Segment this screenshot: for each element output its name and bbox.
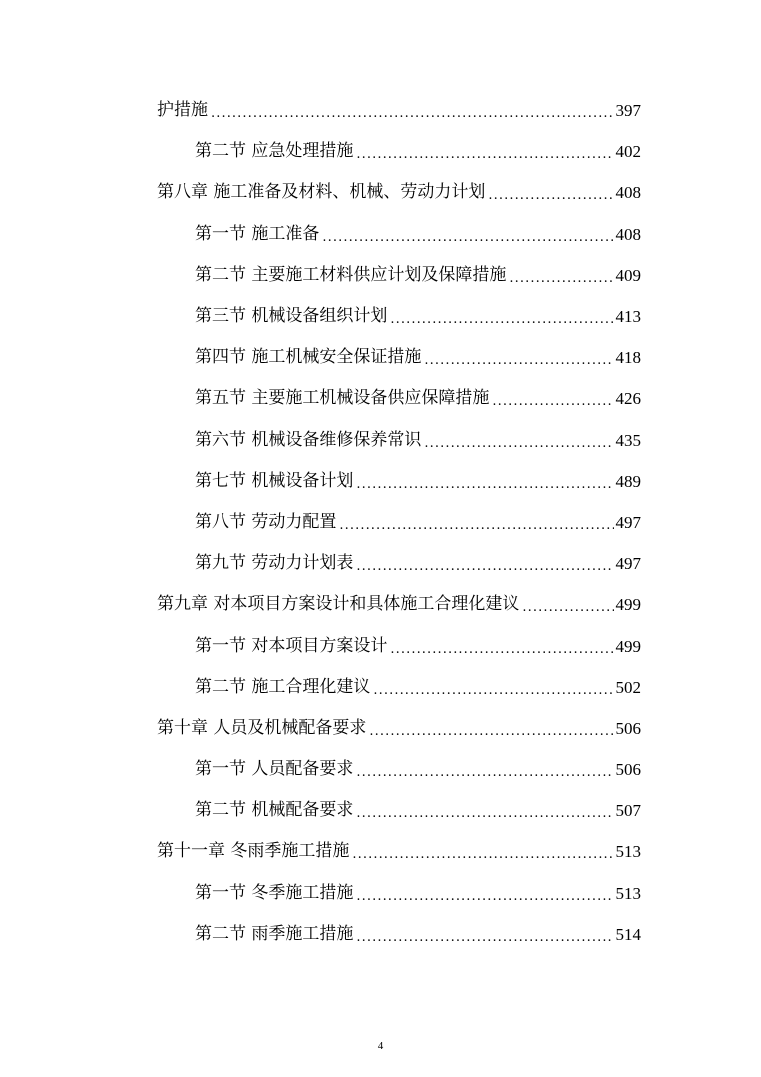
toc-entry-title: 第十章 人员及机械配备要求 [157, 717, 367, 738]
toc-entry-page-number: 497 [615, 512, 641, 532]
toc-entry-page-number: 502 [615, 677, 641, 697]
toc-entry-page-number: 413 [615, 307, 641, 327]
toc-entry-title: 第二节 主要施工材料供应计划及保障措施 [195, 264, 507, 285]
toc-entry[interactable] [157, 543, 641, 584]
toc-entry[interactable] [157, 708, 641, 749]
toc-entry[interactable] [157, 461, 641, 502]
toc-entry-page-number: 408 [615, 224, 641, 244]
toc-dot-leader [322, 231, 613, 244]
toc-entry-title: 第九节 劳动力计划表 [195, 553, 354, 574]
toc-dot-leader [369, 725, 613, 738]
toc-entry-title: 第九章 对本项目方案设计和具体施工合理化建议 [157, 594, 520, 615]
toc-entry[interactable] [157, 502, 641, 543]
toc-entry-page-number: 409 [615, 265, 641, 285]
toc-entry-title: 第七节 机械设备计划 [195, 470, 354, 491]
toc-entry-page-number: 499 [615, 636, 641, 656]
toc-entry[interactable] [157, 90, 641, 131]
toc-entry-page-number: 435 [615, 430, 641, 450]
toc-entry-title: 第六节 机械设备维修保养常识 [195, 429, 422, 450]
toc-entry-page-number: 507 [615, 801, 641, 821]
toc-dot-leader [509, 272, 613, 285]
toc-entry-page-number: 513 [615, 842, 641, 862]
toc-entry-title: 第一节 对本项目方案设计 [195, 635, 388, 656]
toc-dot-leader [424, 437, 613, 450]
toc-entry-page-number: 514 [615, 924, 641, 944]
toc-entry-page-number: 489 [615, 471, 641, 491]
toc-entry[interactable] [157, 378, 641, 419]
toc-entry[interactable] [157, 749, 641, 790]
toc-entry[interactable] [157, 214, 641, 255]
toc-dot-leader [424, 354, 613, 367]
footer-page-number: 4 [377, 1040, 384, 1052]
toc-entry-title: 第八章 施工准备及材料、机械、劳动力计划 [157, 182, 486, 203]
toc-entry-title: 第二节 应急处理措施 [195, 141, 354, 162]
toc-entry-title: 第一节 冬季施工措施 [195, 882, 354, 903]
toc-dot-leader [356, 807, 613, 820]
toc-entry[interactable] [157, 667, 641, 708]
toc-entry[interactable] [157, 625, 641, 666]
toc-dot-leader [356, 148, 613, 161]
toc-entry[interactable] [157, 790, 641, 831]
toc-dot-leader [211, 107, 614, 120]
toc-entry[interactable] [157, 420, 641, 461]
toc-entry-page-number: 513 [615, 883, 641, 903]
toc-dot-leader [522, 601, 613, 614]
toc-entry[interactable] [157, 131, 641, 172]
toc-entry-title: 第一节 施工准备 [195, 223, 320, 244]
toc-entry[interactable] [157, 831, 641, 872]
toc-dot-leader [373, 684, 613, 697]
toc-entry-title: 第二节 机械配备要求 [195, 800, 354, 821]
toc-entry[interactable] [157, 255, 641, 296]
toc-dot-leader [390, 313, 613, 326]
toc-entry-title: 第四节 施工机械安全保证措施 [195, 347, 422, 368]
toc-dot-leader [356, 890, 613, 903]
toc-entry-title: 第八节 劳动力配置 [195, 511, 337, 532]
toc-dot-leader [356, 560, 613, 573]
toc-entry[interactable] [157, 337, 641, 378]
toc-entry-page-number: 397 [615, 101, 641, 121]
toc-entry-page-number: 418 [615, 348, 641, 368]
toc-entry-page-number: 506 [615, 718, 641, 738]
toc-dot-leader [356, 478, 613, 491]
toc-entry-page-number: 497 [615, 554, 641, 574]
toc-entry-page-number: 426 [615, 389, 641, 409]
toc-entry[interactable] [157, 296, 641, 337]
toc-dot-leader [352, 848, 613, 861]
toc-entry-title: 第十一章 冬雨季施工措施 [157, 841, 350, 862]
toc-entry-title: 护措施 [157, 100, 208, 121]
toc-entry-page-number: 408 [615, 183, 641, 203]
toc-entry-title: 第一节 人员配备要求 [195, 759, 354, 780]
toc-dot-leader [488, 189, 613, 202]
toc-entry[interactable] [157, 873, 641, 914]
toc-dot-leader [492, 395, 613, 408]
toc-dot-leader [356, 766, 613, 779]
toc-dot-leader [356, 931, 613, 944]
toc-entry-title: 第五节 主要施工机械设备供应保障措施 [195, 388, 490, 409]
toc-dot-leader [339, 519, 613, 532]
toc-entry-page-number: 506 [615, 760, 641, 780]
toc-entry[interactable] [157, 584, 641, 625]
toc-entry[interactable] [157, 172, 641, 213]
toc-entry-title: 第三节 机械设备组织计划 [195, 306, 388, 327]
toc-entry[interactable] [157, 914, 641, 955]
toc-dot-leader [390, 643, 613, 656]
table-of-contents [157, 90, 641, 955]
toc-entry-title: 第二节 施工合理化建议 [195, 676, 371, 697]
toc-entry-page-number: 402 [615, 142, 641, 162]
toc-entry-page-number: 499 [615, 595, 641, 615]
toc-entry-title: 第二节 雨季施工措施 [195, 923, 354, 944]
